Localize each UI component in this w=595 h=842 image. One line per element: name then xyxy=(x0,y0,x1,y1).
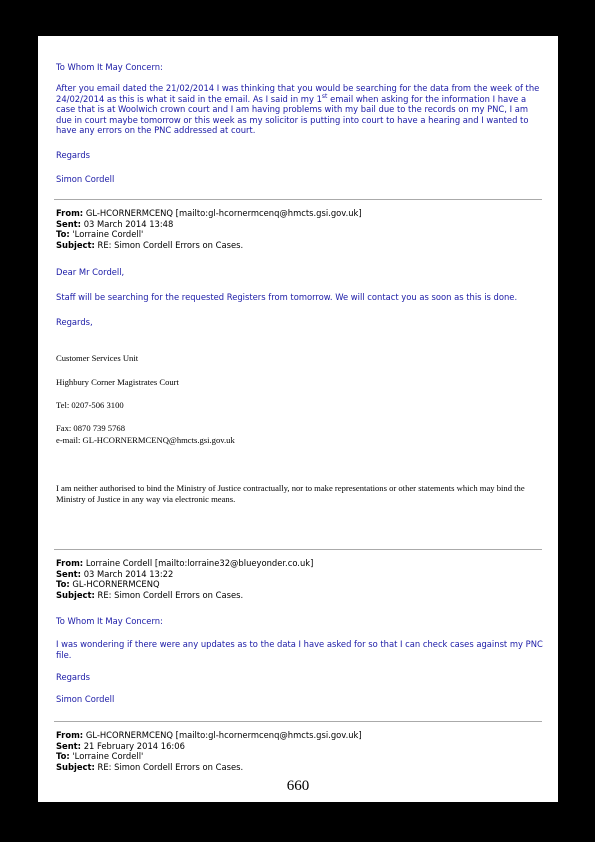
email-header: From: Lorraine Cordell [mailto:lorraine32@blueyonder.co.uk] Sent: 03 March 2014 13:22 To: GL-HCORNERMCENQ Subject: RE: Simon Cordell Errors on Cases. xyxy=(56,558,314,600)
document-page xyxy=(38,36,558,802)
signature-fax: Fax: 0870 739 5768 xyxy=(56,423,125,433)
email3-signature: Simon Cordell xyxy=(56,174,115,184)
from-field: GL-HCORNERMCENQ [mailto:gl-hcornermcenq@hmcts.gsi.gov.uk] xyxy=(85,208,362,218)
email-header: From: GL-HCORNERMCENQ [mailto:gl-hcornermcenq@hmcts.gsi.gov.uk] Sent: 03 March 2014 13:48 To: 'Lorraine Cordell' Subject: RE: Simon Cordell Errors on Cases. xyxy=(56,208,362,250)
sent-field: 03 March 2014 13:22 xyxy=(83,568,174,579)
to-field: 'Lorraine Cordell' xyxy=(72,229,144,240)
email2-body: Staff will be searching for the requested Registers from tomorrow. We will contact you as soon as this is done. xyxy=(56,292,518,302)
signature-unit: Customer Services Unit xyxy=(56,353,139,363)
divider xyxy=(54,721,542,722)
sent-field: 21 February 2014 16:06 xyxy=(83,740,185,751)
subject-field: RE: Simon Cordell Errors on Cases. xyxy=(97,239,244,250)
signature-email: e-mail: GL-HCORNERMCENQ@hmcts.gsi.gov.uk xyxy=(56,435,235,445)
email3-greeting: To Whom It May Concern: xyxy=(56,62,163,72)
to-field: GL-HCORNERMCENQ xyxy=(72,579,160,590)
subject-field: RE: Simon Cordell Errors on Cases. xyxy=(97,761,244,772)
email2-regards: Regards, xyxy=(56,317,93,327)
subject-field: RE: Simon Cordell Errors on Cases. xyxy=(97,589,244,600)
divider xyxy=(54,549,542,550)
email-header: From: GL-HCORNERMCENQ [mailto:gl-hcornermcenq@hmcts.gsi.gov.uk] Sent: 21 February 2014 16:06 To: 'Lorraine Cordell' Subject: RE: Simon Cordell Errors on Cases. xyxy=(56,730,362,772)
email1-greeting: To Whom It May Concern: xyxy=(56,616,163,626)
to-field: 'Lorraine Cordell' xyxy=(72,751,144,762)
email1-signature: Simon Cordell xyxy=(56,694,115,704)
sent-field: 03 March 2014 13:48 xyxy=(83,218,174,229)
signature-tel: Tel: 0207-506 3100 xyxy=(56,400,124,410)
from-field: Lorraine Cordell [mailto:lorraine32@blueyonder.co.uk] xyxy=(85,558,314,568)
signature-court: Highbury Corner Magistrates Court xyxy=(56,377,179,387)
from-field: GL-HCORNERMCENQ [mailto:gl-hcornermcenq@hmcts.gsi.gov.uk] xyxy=(85,730,362,740)
divider xyxy=(54,199,542,200)
page-number: 660 xyxy=(286,778,310,794)
disclaimer: I am neither authorised to bind the Ministry of Justice contractually, nor to make representations or other statements which may bind the Ministry of Justice in any way via electronic means. xyxy=(56,483,525,504)
email3-body: After you email dated the 21/02/2014 I was thinking that you would be searching for the data from the week of the 24/02/2014 as this is what it said in the email. As I said in my 1st email when asking for the information I have a case that is at Woolwich crown court and I am having problems with my bail due to the records on my PNC, I am due in court maybe tomorrow or this week as my solicitor is putting into court to have a hearing and I wanted to have any errors on the PNC addressed at court. xyxy=(56,83,540,136)
email1-body: I was wondering if there were any updates as to the data I have asked for so that I can check cases against my PNC file. xyxy=(56,639,543,660)
email1-regards: Regards xyxy=(56,672,91,682)
email3-regards: Regards xyxy=(56,150,91,160)
email2-greeting: Dear Mr Cordell, xyxy=(56,267,125,277)
